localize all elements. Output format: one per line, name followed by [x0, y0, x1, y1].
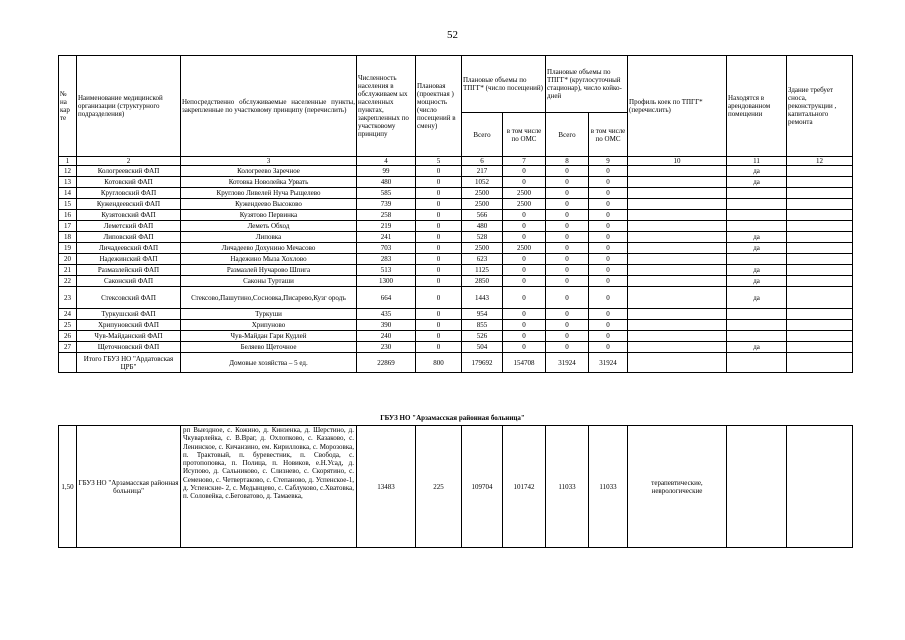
- cell-visits-total: 2500: [462, 199, 503, 210]
- cell-organization: Кругловский ФАП: [77, 188, 181, 199]
- cell-settlements: Липовка: [181, 232, 357, 243]
- cell-population: 739: [357, 199, 416, 210]
- cell-number: 26: [59, 331, 77, 342]
- cell-number: 18: [59, 232, 77, 243]
- cell-visits-oms: 0: [503, 320, 546, 331]
- cell-capacity: 0: [416, 243, 462, 254]
- cell-settlements: Кологреево Заречное: [181, 166, 357, 177]
- cell-bed-profile: [628, 177, 727, 188]
- cell-rented: да: [727, 276, 787, 287]
- table-row: [59, 331, 853, 342]
- cell-beds-total: 0: [546, 177, 589, 188]
- cell-organization: Чув-Майданский ФАП: [77, 331, 181, 342]
- cell-organization: Щеточновский ФАП: [77, 342, 181, 353]
- cell-beds-oms: 0: [589, 199, 628, 210]
- header-visits: Плановые объемы по ТПГГ* (число посещений): [462, 56, 546, 113]
- cell-visits-total: 2500: [462, 188, 503, 199]
- cell-visits-oms: 0: [503, 276, 546, 287]
- cell-beds-oms: 0: [589, 221, 628, 232]
- cell-settlements: Кузятово Первинка: [181, 210, 357, 221]
- cell-settlements: Кужендеево Высоково: [181, 199, 357, 210]
- total-cell-visits-total: 179692: [462, 353, 503, 373]
- cell-visits-oms: 0: [503, 166, 546, 177]
- cell-visits-total: 2850: [462, 276, 503, 287]
- cell-beds-total: 0: [546, 265, 589, 276]
- cell-number: 24: [59, 309, 77, 320]
- cell-capacity: 0: [416, 309, 462, 320]
- total-cell-repair: [787, 353, 853, 373]
- cell-organization: Стексовский ФАП: [77, 287, 181, 309]
- cell-rented: [727, 320, 787, 331]
- cell-population: 283: [357, 254, 416, 265]
- table-row: [59, 287, 853, 309]
- cell-visits-total: 1052: [462, 177, 503, 188]
- cell-population: 241: [357, 232, 416, 243]
- cell-organization: Надежинский ФАП: [77, 254, 181, 265]
- cell-beds-total: 0: [546, 221, 589, 232]
- cell-settlements: Чув-Майдан Гари Кудлей: [181, 331, 357, 342]
- cell-beds-oms: 0: [589, 232, 628, 243]
- cell-rented: да: [727, 243, 787, 254]
- cell-number: 19: [59, 243, 77, 254]
- cell-population: 513: [357, 265, 416, 276]
- cell-number: 13: [59, 177, 77, 188]
- cell-number: 22: [59, 276, 77, 287]
- cell-number: 27: [59, 342, 77, 353]
- cell-visits-oms: 0: [503, 232, 546, 243]
- cell-bed-profile: [628, 188, 727, 199]
- column-number: 6: [462, 157, 503, 166]
- cell-rented: да: [727, 232, 787, 243]
- cell-repair: [787, 243, 853, 254]
- column-number: 11: [727, 157, 787, 166]
- cell-settlements: Туркуши: [181, 309, 357, 320]
- total-cell-rented: [727, 353, 787, 373]
- cell-bed-profile: [628, 342, 727, 353]
- cell-population: 1300: [357, 276, 416, 287]
- total-cell-beds-oms: 31924: [589, 353, 628, 373]
- cell-beds-total: 0: [546, 232, 589, 243]
- cell-beds-oms: 0: [589, 320, 628, 331]
- cell-visits-total: 954: [462, 309, 503, 320]
- cell-repair: [787, 265, 853, 276]
- cell-beds-total: 0: [546, 166, 589, 177]
- section-table: [58, 425, 853, 548]
- total-cell-visits-oms: 154708: [503, 353, 546, 373]
- cell-organization: Размазлейский ФАП: [77, 265, 181, 276]
- cell-visits-oms: 0: [503, 210, 546, 221]
- cell-bed-profile: [628, 199, 727, 210]
- cell-beds-total: 0: [546, 210, 589, 221]
- cell-bed-profile: [628, 309, 727, 320]
- cell-beds-total: 0: [546, 199, 589, 210]
- cell-organization: Туркушский ФАП: [77, 309, 181, 320]
- cell-beds-total: 0: [546, 254, 589, 265]
- cell-beds-total: 0: [546, 331, 589, 342]
- cell-settlements: Беляево Щеточное: [181, 342, 357, 353]
- cell-beds-total: 0: [546, 276, 589, 287]
- header-number: № на кар те: [59, 56, 77, 157]
- column-number: 5: [416, 157, 462, 166]
- cell-rented: [727, 199, 787, 210]
- cell-visits-oms: 2500: [503, 243, 546, 254]
- total-cell-population: 22869: [357, 353, 416, 373]
- cell-beds-oms: 0: [589, 276, 628, 287]
- cell-visits-total: 2500: [462, 243, 503, 254]
- cell-capacity: 0: [416, 199, 462, 210]
- cell-organization: Саконский ФАП: [77, 276, 181, 287]
- cell-population: 480: [357, 177, 416, 188]
- cell-capacity: 0: [416, 331, 462, 342]
- cell-capacity: 0: [416, 166, 462, 177]
- cell-repair: [787, 177, 853, 188]
- cell-settlements: Саконы Турташи: [181, 276, 357, 287]
- cell-visits-oms: 2500: [503, 199, 546, 210]
- cell-visits-total: 504: [462, 342, 503, 353]
- header-visits-total: Всего: [462, 113, 503, 157]
- cell-capacity: 0: [416, 210, 462, 221]
- table-row: [59, 210, 853, 221]
- column-number: 2: [77, 157, 181, 166]
- cell-settlements: Круглово Ливелей Нуча Рыщелево: [181, 188, 357, 199]
- total-cell-bed-profile: [628, 353, 727, 373]
- table-row: [59, 188, 853, 199]
- cell-settlements: Размазлей Нучарово Шпига: [181, 265, 357, 276]
- cell-beds-oms: 0: [589, 166, 628, 177]
- cell-population: 230: [357, 342, 416, 353]
- header-beds-total: Всего: [546, 113, 589, 157]
- column-number-row: [59, 157, 853, 166]
- cell-beds-oms: 0: [589, 188, 628, 199]
- cell-settlements: Личадеево Дохунино Мечасово: [181, 243, 357, 254]
- cell-beds-oms: 0: [589, 265, 628, 276]
- cell-beds-oms: 0: [589, 254, 628, 265]
- cell-organization: Кологреевский ФАП: [77, 166, 181, 177]
- cell-number: 1,50: [59, 426, 77, 548]
- column-number: 7: [503, 157, 546, 166]
- cell-bed-profile: [628, 287, 727, 309]
- cell-bed-profile: [628, 232, 727, 243]
- cell-visits-total: 1125: [462, 265, 503, 276]
- cell-population: 664: [357, 287, 416, 309]
- cell-settlements: рп Выездное, с. Кожино, д. Кинзенка, д. Шерстино, д. Чкуварлейка, с. В.Враг, д. Охлопково, с. Казаково, с. Ленинское, с. Кичанзино, ем. Кирилловка, с. Морозовка, п. Трактовый, п. буревестник, п. Свобода, с. протопоповка, п. Полица, п. Новиков, е.Н.Усад, д. Исупово, д. Сальниково, с. Слизнево, с. Скорятино, с. Семеново, с. Четвертаково, с. Степаново, д. Успенское-1, д. Успенские- 2, с. Медынцево, с. Саблуково, с.Хватовка, п. Соловейка, с.Беговатово, д. Тамаевка,: [181, 426, 357, 548]
- cell-organization: Кузятовский ФАП: [77, 210, 181, 221]
- table-row: [59, 243, 853, 254]
- cell-organization: Личадеевский ФАП: [77, 243, 181, 254]
- header-beds-oms: в том числе по ОМС: [589, 113, 628, 157]
- cell-organization: Липовский ФАП: [77, 232, 181, 243]
- cell-visits-oms: 0: [503, 254, 546, 265]
- cell-capacity: 0: [416, 276, 462, 287]
- cell-beds-oms: 11033: [589, 426, 628, 548]
- cell-number: 12: [59, 166, 77, 177]
- cell-bed-profile: [628, 221, 727, 232]
- total-cell-capacity: 800: [416, 353, 462, 373]
- cell-settlements: Хрипуново: [181, 320, 357, 331]
- cell-rented: [727, 254, 787, 265]
- cell-organization: Хрипуновский ФАП: [77, 320, 181, 331]
- cell-visits-total: 217: [462, 166, 503, 177]
- cell-capacity: 0: [416, 287, 462, 309]
- cell-number: 25: [59, 320, 77, 331]
- total-cell-beds-total: 31924: [546, 353, 589, 373]
- table-row: [59, 342, 853, 353]
- header-capacity: Плановая (проектная ) мощность (число посещений в смену): [416, 56, 462, 157]
- table-row: [59, 177, 853, 188]
- column-number: 12: [787, 157, 853, 166]
- cell-bed-profile: [628, 210, 727, 221]
- table-row: [59, 199, 853, 210]
- cell-population: 240: [357, 331, 416, 342]
- cell-visits-total: 528: [462, 232, 503, 243]
- column-number: 10: [628, 157, 727, 166]
- cell-repair: [787, 342, 853, 353]
- total-cell-number: [59, 353, 77, 373]
- cell-rented: [727, 188, 787, 199]
- cell-capacity: 0: [416, 177, 462, 188]
- facilities-table: [58, 55, 853, 373]
- cell-repair: [787, 320, 853, 331]
- column-number: 9: [589, 157, 628, 166]
- cell-settlements: Надежино Мыза Хохлово: [181, 254, 357, 265]
- cell-bed-profile: [628, 331, 727, 342]
- cell-capacity: 0: [416, 221, 462, 232]
- cell-beds-oms: 0: [589, 287, 628, 309]
- cell-beds-total: 0: [546, 188, 589, 199]
- cell-number: 16: [59, 210, 77, 221]
- cell-beds-oms: 0: [589, 309, 628, 320]
- cell-population: 435: [357, 309, 416, 320]
- cell-visits-total: 566: [462, 210, 503, 221]
- cell-visits-oms: 0: [503, 265, 546, 276]
- cell-capacity: 225: [416, 426, 462, 548]
- cell-visits-oms: 0: [503, 309, 546, 320]
- total-cell-settlements: Домовые хозяйства – 5 ед.: [181, 353, 357, 373]
- cell-visits-oms: 0: [503, 331, 546, 342]
- cell-population: 585: [357, 188, 416, 199]
- cell-organization: Леметский ФАП: [77, 221, 181, 232]
- cell-capacity: 0: [416, 188, 462, 199]
- cell-visits-oms: 0: [503, 342, 546, 353]
- cell-visits-oms: 101742: [503, 426, 546, 548]
- cell-bed-profile: [628, 276, 727, 287]
- cell-organization: Котовский ФАП: [77, 177, 181, 188]
- header-bed-profile: Профиль коек по ТПГГ* (перечислить): [628, 56, 727, 157]
- cell-settlements: Леметь Обход: [181, 221, 357, 232]
- cell-bed-profile: [628, 166, 727, 177]
- cell-repair: [787, 426, 853, 548]
- cell-bed-profile: терапевтические, неврологические: [628, 426, 727, 548]
- cell-rented: да: [727, 166, 787, 177]
- cell-repair: [787, 199, 853, 210]
- cell-rented: [727, 221, 787, 232]
- cell-number: 14: [59, 188, 77, 199]
- cell-beds-oms: 0: [589, 210, 628, 221]
- cell-bed-profile: [628, 265, 727, 276]
- cell-population: 99: [357, 166, 416, 177]
- cell-repair: [787, 276, 853, 287]
- cell-rented: да: [727, 265, 787, 276]
- cell-population: 219: [357, 221, 416, 232]
- cell-population: 258: [357, 210, 416, 221]
- header-organization: Наименование медицинской организации (структурного подразделения): [77, 56, 181, 157]
- cell-rented: [727, 426, 787, 548]
- cell-number: 17: [59, 221, 77, 232]
- cell-number: 21: [59, 265, 77, 276]
- cell-beds-total: 0: [546, 287, 589, 309]
- page-number: 52: [447, 29, 458, 41]
- cell-beds-total: 0: [546, 320, 589, 331]
- cell-visits-total: 109704: [462, 426, 503, 548]
- header-population: Численность населения в обслуживаем ых населенных пунктах, закрепленных по участковому принципу: [357, 56, 416, 157]
- cell-repair: [787, 309, 853, 320]
- cell-repair: [787, 331, 853, 342]
- cell-repair: [787, 221, 853, 232]
- column-number: 4: [357, 157, 416, 166]
- cell-repair: [787, 254, 853, 265]
- cell-capacity: 0: [416, 342, 462, 353]
- table-row: [59, 426, 853, 548]
- cell-visits-total: 480: [462, 221, 503, 232]
- cell-visits-oms: 0: [503, 287, 546, 309]
- cell-beds-total: 0: [546, 342, 589, 353]
- cell-beds-total: 0: [546, 309, 589, 320]
- table-row: [59, 320, 853, 331]
- header-repair: Здание требует сноса, реконструкции , капитального ремонта: [787, 56, 853, 157]
- table-row: [59, 254, 853, 265]
- total-cell-organization: Итого ГБУЗ НО "Ардатовская ЦРБ": [77, 353, 181, 373]
- cell-number: 20: [59, 254, 77, 265]
- cell-beds-oms: 0: [589, 342, 628, 353]
- cell-visits-oms: 0: [503, 221, 546, 232]
- total-row: [59, 353, 853, 373]
- table-row: [59, 276, 853, 287]
- cell-beds-oms: 0: [589, 243, 628, 254]
- cell-number: 15: [59, 199, 77, 210]
- cell-repair: [787, 232, 853, 243]
- cell-population: 13483: [357, 426, 416, 548]
- cell-organization: Кужендеевский ФАП: [77, 199, 181, 210]
- cell-rented: да: [727, 177, 787, 188]
- column-number: 3: [181, 157, 357, 166]
- cell-rented: [727, 309, 787, 320]
- cell-rented: да: [727, 287, 787, 309]
- cell-repair: [787, 188, 853, 199]
- header-rented: Находятся в арендованном помещении: [727, 56, 787, 157]
- cell-visits-total: 1443: [462, 287, 503, 309]
- cell-settlements: Стексово,Пашутино,Сосновка,Писарево,Кузг ородъ: [181, 287, 357, 309]
- table-row: [59, 232, 853, 243]
- cell-capacity: 0: [416, 320, 462, 331]
- cell-beds-total: 0: [546, 243, 589, 254]
- cell-visits-total: 623: [462, 254, 503, 265]
- cell-capacity: 0: [416, 265, 462, 276]
- cell-rented: да: [727, 342, 787, 353]
- cell-beds-oms: 0: [589, 177, 628, 188]
- cell-population: 390: [357, 320, 416, 331]
- cell-visits-total: 855: [462, 320, 503, 331]
- cell-repair: [787, 287, 853, 309]
- cell-organization: ГБУЗ НО "Арзамасская районная больница": [77, 426, 181, 548]
- cell-population: 703: [357, 243, 416, 254]
- cell-repair: [787, 166, 853, 177]
- cell-number: 23: [59, 287, 77, 309]
- header-visits-oms: в том числе по ОМС: [503, 113, 546, 157]
- cell-repair: [787, 210, 853, 221]
- table-row: [59, 166, 853, 177]
- column-number: 8: [546, 157, 589, 166]
- cell-rented: [727, 331, 787, 342]
- cell-rented: [727, 210, 787, 221]
- cell-visits-oms: 2500: [503, 188, 546, 199]
- cell-bed-profile: [628, 320, 727, 331]
- cell-visits-total: 526: [462, 331, 503, 342]
- cell-bed-profile: [628, 243, 727, 254]
- table-row: [59, 221, 853, 232]
- table-row: [59, 265, 853, 276]
- header-bed-days: Плановые объемы по ТПГГ* (круглосуточный стационар), число койко-дней: [546, 56, 628, 113]
- header-settlements: Непосредственно обслуживаемые населенные пункты, закрепленные по участковому принципу (перечислить): [181, 56, 357, 157]
- cell-settlements: Котовка Новолейка Урвать: [181, 177, 357, 188]
- cell-beds-oms: 0: [589, 331, 628, 342]
- cell-capacity: 0: [416, 254, 462, 265]
- table-row: [59, 309, 853, 320]
- cell-beds-total: 11033: [546, 426, 589, 548]
- cell-capacity: 0: [416, 232, 462, 243]
- cell-visits-oms: 0: [503, 177, 546, 188]
- section-title: ГБУЗ НО "Арзамасская районная больница": [380, 414, 525, 422]
- cell-bed-profile: [628, 254, 727, 265]
- column-number: 1: [59, 157, 77, 166]
